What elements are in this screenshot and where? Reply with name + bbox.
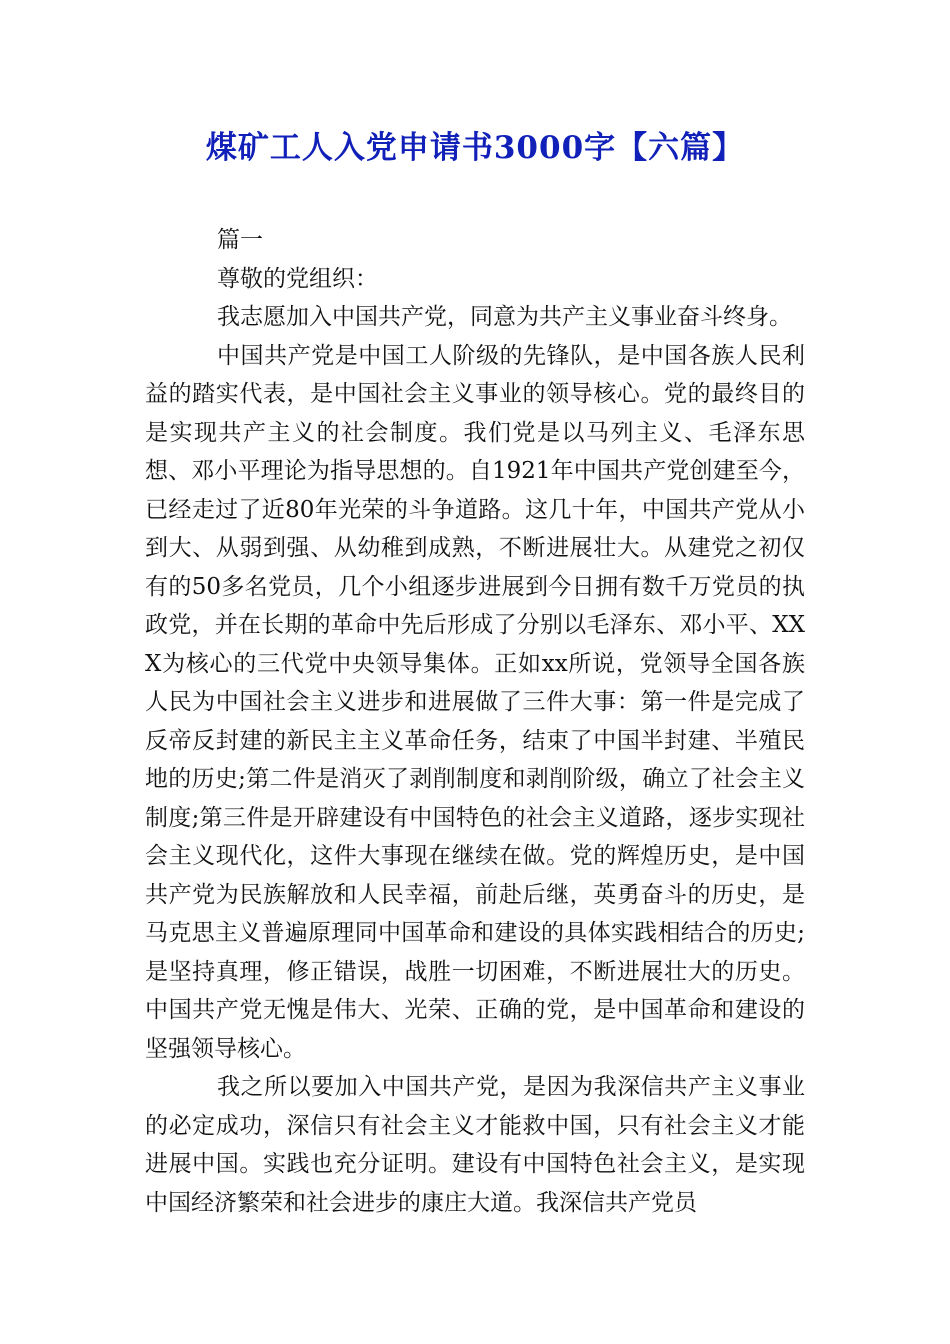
section-heading: 篇一 xyxy=(217,227,263,253)
body-paragraph: 我之所以要加入中国共产党，是因为我深信共产主义事业的必定成功，深信只有社会主义才能救中国，只有社会主义才能进展中国。实践也充分证明。建设有中国特色社会主义，是实现中国经济繁荣和社会进步的康庄大道。我深信共产党员 xyxy=(145,1074,805,1216)
body-paragraph: 我志愿加入中国共产党，同意为共产主义事业奋斗终身。 xyxy=(217,304,792,330)
body-paragraph: 中国共产党是中国工人阶级的先锋队，是中国各族人民利益的踏实代表，是中国社会主义事业的领导核心。党的最终目的是实现共产主义的社会制度。我们党是以马列主义、毛泽东思想、邓小平理论为指导思想的。自1921年中国共产党创建至今，已经走过了近80年光荣的斗争道路。这几十年，中国共产党从小到大、从弱到强、从幼稚到成熟，不断进展壮大。从建党之初仅有的50多名党员，几个小组逐步进展到今日拥有数千万党员的执政党，并在长期的革命中先后形成了分别以毛泽东、邓小平、XXX为核心的三代党中央领导集体。正如xx所说，党领导全国各族人民为中国社会主义进步和进展做了三件大事：第一件是完成了反帝反封建的新民主主义革命任务，结束了中国半封建、半殖民地的历史;第二件是消灭了剥削制度和剥削阶级，确立了社会主义制度;第三件是开辟建设有中国特色的社会主义道路，逐步实现社会主义现代化，这件大事现在继续在做。党的辉煌历史，是中国共产党为民族解放和人民幸福，前赴后继，英勇奋斗的历史，是马克思主义普遍原理同中国革命和建设的具体实践相结合的历史;是坚持真理，修正错误，战胜一切困难，不断进展壮大的历史。中国共产党无愧是伟大、光荣、正确的党，是中国革命和建设的坚强领导核心。 xyxy=(145,342,805,1062)
document-title: 煤矿工人入党申请书3000字【六篇】 xyxy=(205,130,745,166)
document-body xyxy=(145,221,805,1222)
salutation: 尊敬的党组织： xyxy=(217,265,378,292)
